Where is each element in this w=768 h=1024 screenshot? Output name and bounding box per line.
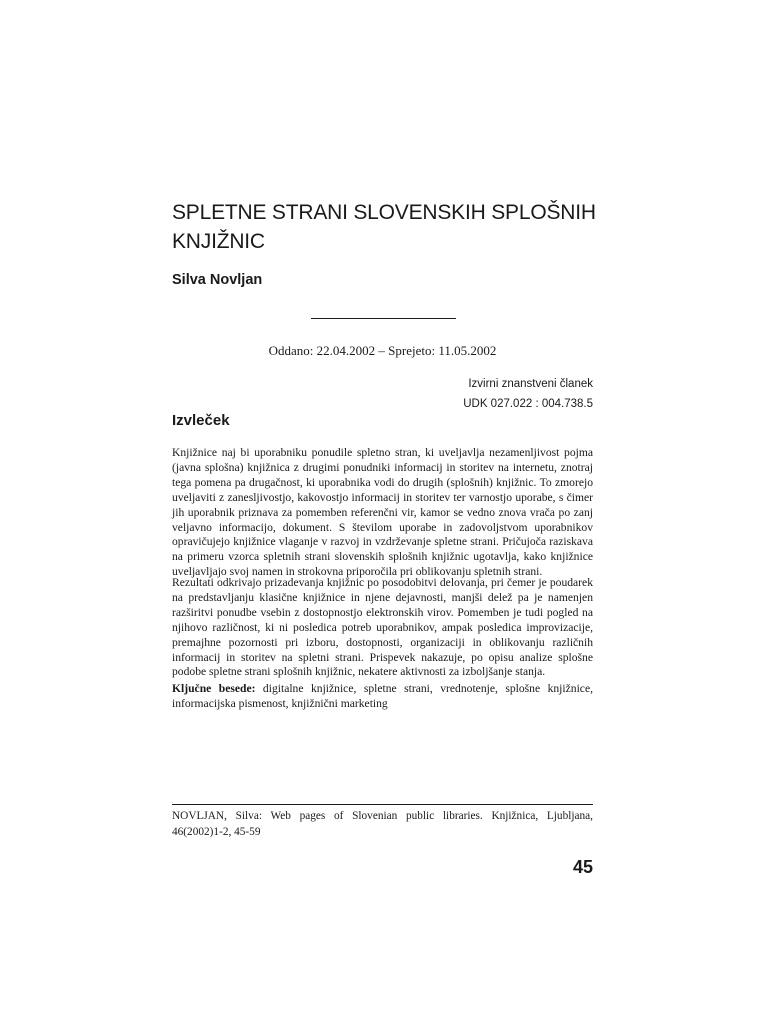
abstract-heading: Izvleček: [172, 412, 230, 429]
page-number: 45: [572, 857, 593, 877]
article-author: Silva Novljan: [172, 272, 263, 288]
abstract-paragraph: Rezultati odkrivajo prizadevanja knjižnic po posodobitvi delovanja, pri čemer je poudarek na predstavljanju klasične knjižnice in njene dejavnosti, manjši delež pa je namenjen razširitvi ponudbe vsebin z dostopnostjo elektronskih virov. Pomemben je tudi pogled na njihovo različnost, ki ni posledica potreb uporabnikov, ampak posledica improvizacije, premajhne pozornosti pri izboru, dostopnosti, organizaciji in oblikovanju različnih informacij in storitev na spletni strani. Prispevek nakazuje, po opisu analize splošne podobe spletne strani splošnih knjižnic, nekatere aktivnosti za izboljšanje stanja.: [172, 576, 593, 679]
submission-dates: Oddano: 22.04.2002 – Sprejeto: 11.05.2002: [268, 343, 497, 358]
article-meta: [300, 374, 593, 414]
footnote-divider: [172, 804, 593, 805]
abstract-paragraph: Knjižnice naj bi uporabniku ponudile spletno stran, ki uveljavlja nezamenljivost pojma (javna splošna) knjižnica z drugimi ponudniki informacij in storitev na internetu, znotraj tega pomena pa drugačnost, ki uporabnika vodi do drugih (splošnih) knjižnic. To zmorejo uveljaviti z zanesljivostjo, kakovostjo informacij in storitev ter varnostjo uporabe, s čimer jih uporabnik priznava za pomemben referenčni vir, kamor se vedno znova vrača po zanj veljavno informacijo, dokument. S številom uporabe in zadovoljstvom uporabnikov opravičujejo knjižnice vlaganje v razvoj in vzdrževanje spletne strani. Pričujoča raziskava na primeru vzorca spletnih strani slovenskih splošnih knjižnic ugotavlja, kako knjižnice uveljavljajo svoj namen in strokovna priporočila pri oblikovanju spletnih strani.: [172, 446, 593, 579]
citation: NOVLJAN, Silva: Web pages of Slovenian public libraries. Knjižnica, Ljubljana, 46(2002)1-2, 45-59: [172, 810, 593, 838]
article-title: SPLETNE STRANI SLOVENSKIH SPLOŠNIH KNJIŽNIC: [172, 201, 596, 253]
udk-code: UDK 027.022 : 004.738.5: [463, 398, 593, 410]
article-type: Izvirni znanstveni članek: [468, 378, 593, 390]
keywords-label: Ključne besede:: [172, 682, 256, 695]
keywords: [172, 682, 593, 712]
keywords-text: digitalne knjižnice, spletne strani, vrednotenje, splošne knjižnice, informacijska pismenost, knjižnični marketing: [172, 682, 593, 710]
title-divider: [311, 318, 456, 319]
